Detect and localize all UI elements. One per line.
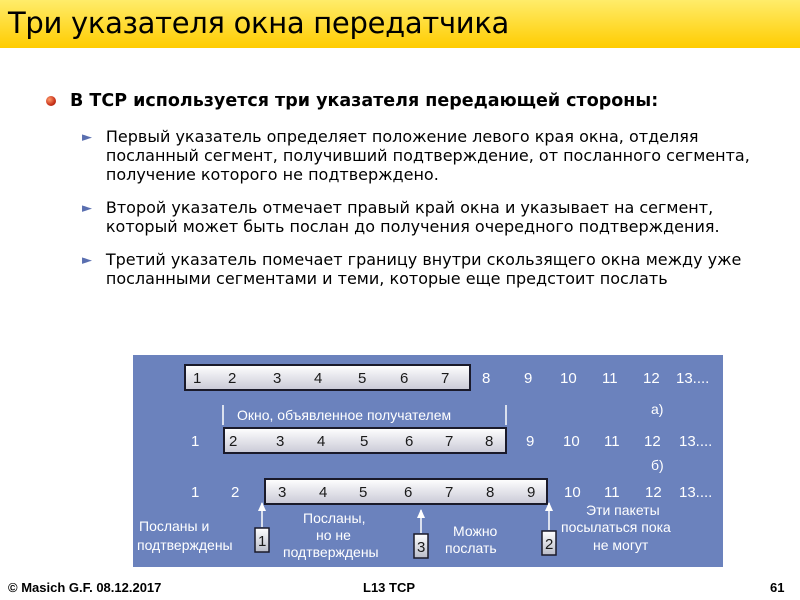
pointer-1 — [255, 502, 269, 552]
label-sent-unacked-2: но не — [316, 527, 351, 543]
sub-bullet-text: Второй указатель отмечает правый край окна и указывает на сегмент, который может быть послан до получения очередного подтверждения. — [105, 198, 720, 236]
row3-num: 6 — [404, 484, 413, 501]
row1-num: 13.... — [676, 370, 710, 387]
sub-bullet-text: Третий указатель помечает границу внутри скользящего окна между уже посланными сегментами и теми, которые еще предстоит послать — [105, 250, 742, 288]
row1-num: 1 — [193, 370, 202, 387]
row1-num: 12 — [643, 370, 660, 387]
page-title: Три указателя окна передатчика — [8, 6, 510, 40]
label-a: а) — [651, 401, 664, 417]
row3-num: 10 — [564, 484, 581, 501]
row3-num: 9 — [527, 484, 536, 501]
main-bullet-text: В TCP используется три указателя передающей стороны: — [70, 91, 659, 111]
row1-num: 8 — [482, 370, 491, 387]
row2-num: 12 — [644, 433, 661, 450]
bullet-arrow-icon: ► — [82, 253, 92, 268]
row2-num: 3 — [276, 433, 285, 450]
label-sent-unacked-3: подтверждены — [283, 544, 379, 560]
sub-bullet-list — [82, 127, 782, 302]
row1-num: 5 — [358, 370, 367, 387]
row3-num: 4 — [319, 484, 328, 501]
row2-num: 5 — [360, 433, 369, 450]
label-cannot-2: посылаться пока — [561, 519, 671, 535]
label-b: б) — [651, 457, 664, 473]
label-cannot-1: Эти пакеты — [586, 502, 660, 518]
row1-num: 6 — [400, 370, 409, 387]
row3-num: 3 — [278, 484, 287, 501]
bullet-arrow-icon: ► — [82, 201, 92, 216]
label-sent-acked-2: подтверждены — [137, 537, 233, 553]
sub-bullet-text: Первый указатель определяет положение левого края окна, отделяя посланный сегмент, получивший подтверждение, от посланного сегмента, получение которого не подтверждено. — [105, 127, 750, 184]
row1-num: 4 — [314, 370, 323, 387]
row2-num: 11 — [604, 433, 620, 450]
row1-num: 10 — [560, 370, 577, 387]
row2-num: 4 — [317, 433, 326, 450]
row3-num: 5 — [359, 484, 368, 501]
row1-num: 9 — [524, 370, 533, 387]
pointer-3 — [414, 509, 428, 558]
pointer-2-label: 2 — [545, 536, 554, 553]
list-item — [82, 250, 782, 288]
page-number: 61 — [770, 580, 785, 595]
footer-course: L13 TCP — [363, 580, 416, 595]
row3-num: 8 — [486, 484, 495, 501]
bullet-arrow-icon: ► — [82, 130, 92, 145]
row2-num: 10 — [563, 433, 580, 450]
row3-num: 7 — [445, 484, 454, 501]
title-bar — [0, 0, 800, 48]
footer-copyright: © Masich G.F. 08.12.2017 — [8, 580, 162, 595]
label-cannot-3: не могут — [593, 537, 649, 553]
row2-num: 7 — [445, 433, 454, 450]
bullet-dot-icon — [46, 96, 56, 106]
label-sent-acked-1: Посланы и — [139, 518, 210, 534]
row2-num: 6 — [405, 433, 414, 450]
window-label: Окно, объявленное получателем — [237, 407, 452, 423]
row3-num: 2 — [231, 484, 240, 501]
row3-num: 11 — [604, 484, 620, 501]
row1-num: 7 — [441, 370, 450, 387]
pointer-1-label: 1 — [258, 533, 267, 550]
list-item — [82, 127, 782, 184]
pointer-3-label: 3 — [417, 539, 426, 556]
label-can-send-1: Можно — [453, 523, 498, 539]
pointer-2 — [542, 502, 556, 555]
row1-num: 11 — [602, 370, 618, 387]
row2-num: 8 — [485, 433, 494, 450]
row2-num: 2 — [229, 433, 238, 450]
row3-num: 12 — [645, 484, 662, 501]
row3-num: 13.... — [679, 484, 713, 501]
row3-num: 1 — [191, 484, 200, 501]
main-bullet — [46, 91, 658, 111]
list-item — [82, 198, 782, 236]
row2-num: 1 — [191, 433, 200, 450]
label-sent-unacked-1: Посланы, — [303, 510, 366, 526]
row2-num: 9 — [526, 433, 535, 450]
label-can-send-2: послать — [445, 540, 497, 556]
row1-num: 2 — [228, 370, 237, 387]
row2-num: 13.... — [679, 433, 713, 450]
row1-num: 3 — [273, 370, 282, 387]
sliding-window-diagram — [133, 355, 723, 567]
